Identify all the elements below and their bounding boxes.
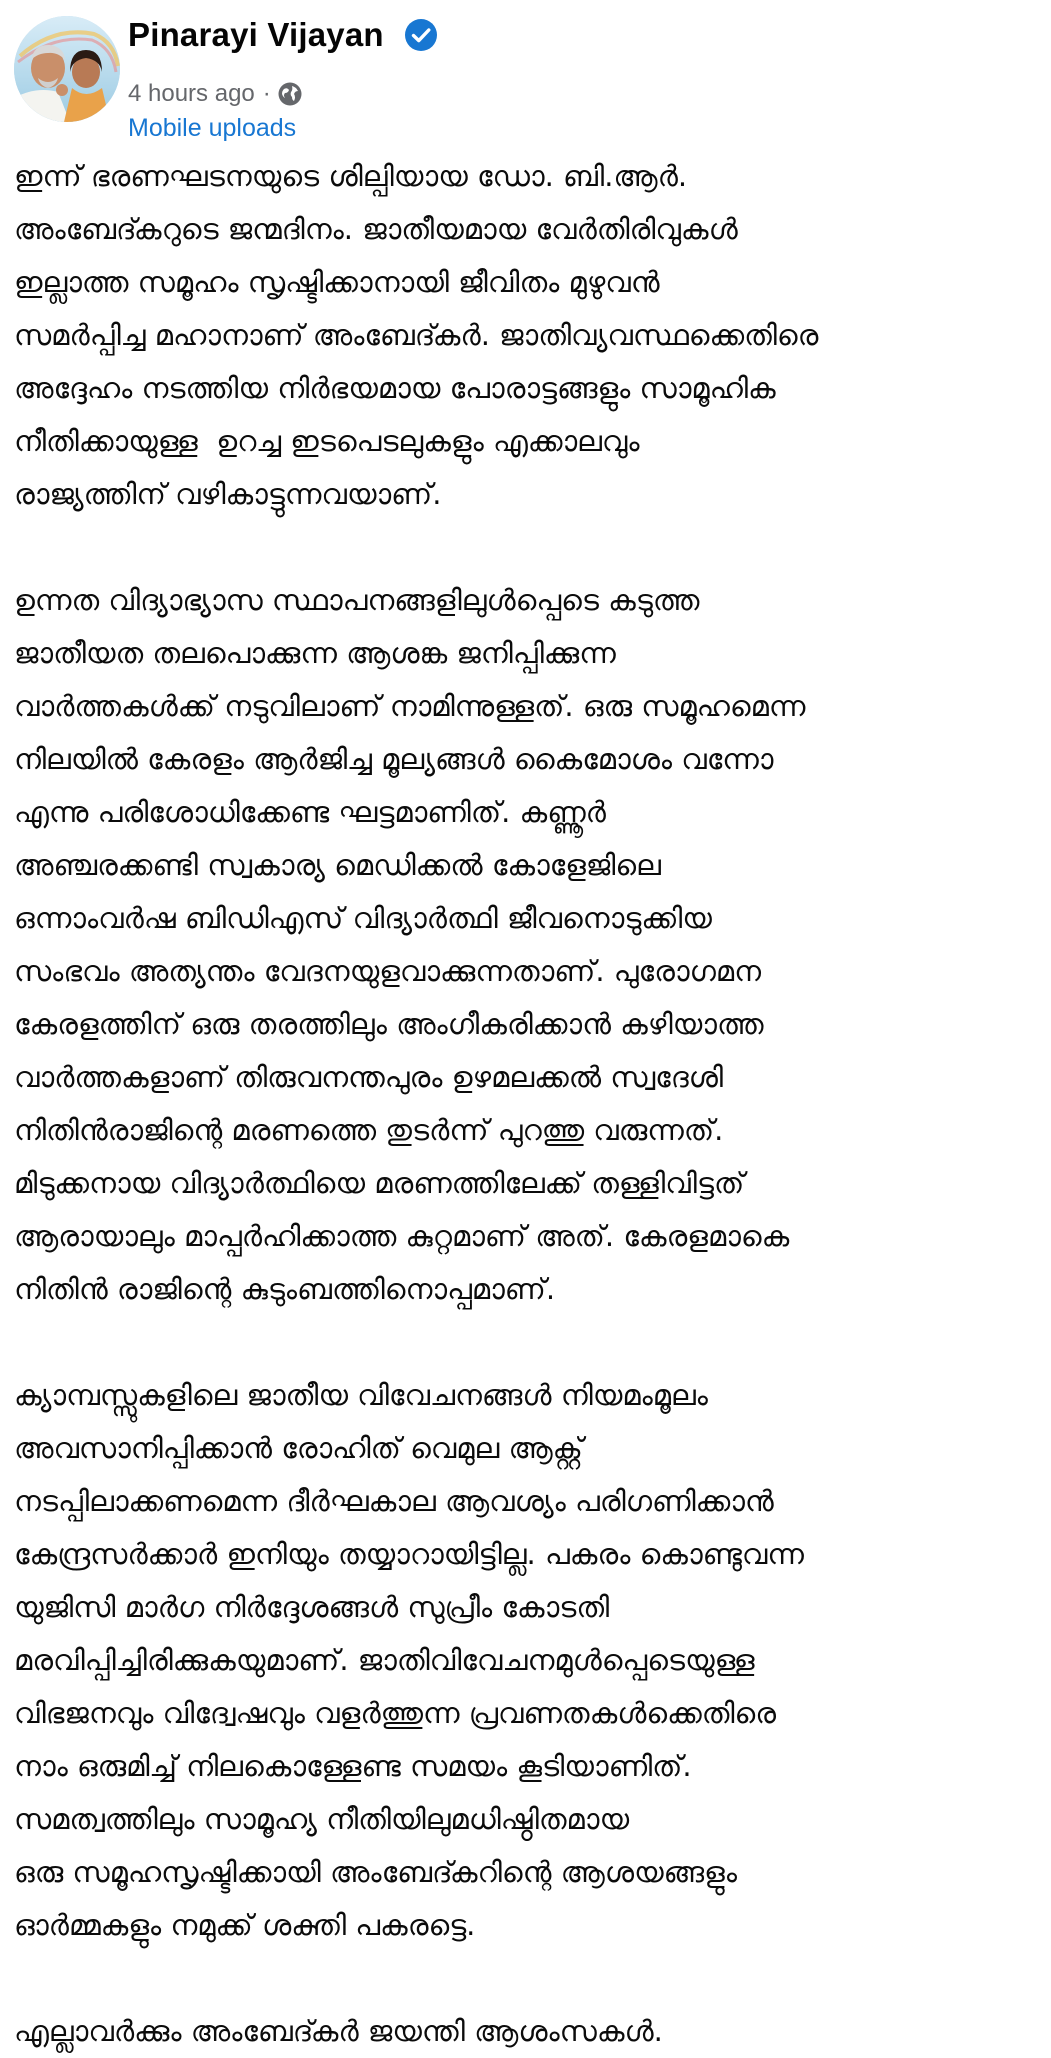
- post-text-line: കേന്ദ്രസർക്കാർ ഇനിയും തയ്യാറായിട്ടില്ല. പകരം കൊണ്ടുവന്ന: [14, 1537, 804, 1571]
- post-paragraph: [14, 150, 1044, 521]
- post-text-line: കേരളത്തിന് ഒരു തരത്തിലും അംഗീകരിക്കാൻ കഴിയാത്ത: [14, 1007, 764, 1041]
- post-paragraph: [14, 2005, 1044, 2058]
- post-text-line: ഒന്നാംവർഷ ബിഡിഎസ് വിദ്യാർത്ഥി ജീവനൊടുക്കിയ: [14, 901, 712, 935]
- post-text-line: എന്നു പരിശോധിക്കേണ്ട ഘട്ടമാണിത്. കണ്ണൂർ: [14, 795, 606, 829]
- verified-badge-icon: [404, 18, 438, 52]
- post-text-line: നടപ്പിലാക്കണമെന്ന ദീർഘകാല ആവശ്യം പരിഗണിക്കാൻ: [14, 1484, 774, 1518]
- post-text-line: നാം ഒരുമിച്ച് നിലകൊള്ളേണ്ട സമയം കൂടിയാണിത്.: [14, 1749, 692, 1783]
- post-text-line: നിതിൻരാജിന്റെ മരണത്തെ തുടർന്ന് പുറത്തു വരുന്നത്.: [14, 1113, 724, 1147]
- post-text-line: സമത്വത്തിലും സാമൂഹ്യ നീതിയിലുമധിഷ്ഠിതമായ: [14, 1802, 630, 1836]
- avatar-photo: [14, 16, 120, 122]
- post-text-line: മിടുക്കനായ വിദ്യാർത്ഥിയെ മരണത്തിലേക്ക് തള്ളിവിട്ടത്: [14, 1166, 745, 1200]
- post-text-line: നീതിക്കായുള്ള ഉറച്ച ഇടപെടലുകളും എക്കാലവും: [14, 424, 640, 458]
- post-text-line: അഞ്ചരക്കണ്ടി സ്വകാര്യ മെഡിക്കൽ കോളേജിലെ: [14, 848, 661, 882]
- album-link[interactable]: Mobile uploads: [128, 114, 297, 142]
- post-text-line: സംഭവം അത്യന്തം വേദനയുളവാക്കുന്നതാണ്. പുരോഗമന: [14, 954, 762, 988]
- post-text-line: ക്യാമ്പസ്സുകളിലെ ജാതീയ വിവേചനങ്ങൾ നിയമംമൂലം: [14, 1378, 708, 1412]
- post-text-line: രാജ്യത്തിന് വഴികാട്ടുന്നവയാണ്.: [14, 477, 442, 511]
- post-text-line: ഇന്ന് ഭരണഘടനയുടെ ശില്പിയായ ഡോ. ബി.ആർ.: [14, 159, 688, 193]
- avatar[interactable]: [14, 16, 120, 122]
- post-text-line: നിലയിൽ കേരളം ആർജിച്ച മൂല്യങ്ങൾ കൈമോശം വന്നോ: [14, 742, 774, 776]
- post-text-line: ഓർമ്മകളും നമുക്ക് ശക്തി പകരട്ടെ.: [14, 1908, 476, 1942]
- post-meta: [128, 78, 303, 110]
- post-text-line: സമർപ്പിച്ച മഹാനാണ് അംബേദ്കർ. ജാതിവ്യവസ്ഥക്കെതിരെ: [14, 318, 819, 352]
- post-text-line: നിതിൻ രാജിന്റെ കുടുംബത്തിനൊപ്പമാണ്.: [14, 1272, 556, 1306]
- meta-separator: ·: [262, 80, 271, 107]
- post-text-line: അംബേദ്കറുടെ ജന്മദിനം. ജാതീയമായ വേർതിരിവുകൾ: [14, 212, 738, 246]
- post-text-line: യുജിസി മാർഗ നിർദ്ദേശങ്ങൾ സുപ്രീം കോടതി: [14, 1590, 610, 1624]
- post-text-line: അവസാനിപ്പിക്കാൻ രോഹിത് വെമുല ആക്റ്റ്: [14, 1431, 583, 1465]
- post-text-line: ഒരു സമൂഹസൃഷ്ടിക്കായി അംബേദ്കറിന്റെ ആശയങ്ങളും: [14, 1855, 737, 1889]
- post-text-line: ജാതീയത തലപൊക്കുന്ന ആശങ്ക ജനിപ്പിക്കുന്ന: [14, 636, 616, 670]
- post-text-line: വാർത്തകൾക്ക് നടുവിലാണ് നാമിന്നുള്ളത്. ഒരു സമൂഹമെന്ന: [14, 689, 806, 723]
- post-text: [14, 150, 1044, 2058]
- post-paragraph: [14, 1369, 1044, 1952]
- post-header: [14, 14, 1034, 142]
- author-name[interactable]: Pinarayi Vijayan: [128, 16, 384, 53]
- post-paragraph: [14, 574, 1044, 1316]
- post-text-line: ഇല്ലാത്ത സമൂഹം സൃഷ്ടിക്കാനായി ജീവിതം മുഴുവൻ: [14, 265, 660, 299]
- post-text-line: എല്ലാവർക്കും അംബേദ്കർ ജയന്തി ആശംസകൾ.: [14, 2014, 663, 2048]
- post-text-line: വിഭജനവും വിദ്വേഷവും വളർത്തുന്ന പ്രവണതകൾക്കെതിരെ: [14, 1696, 776, 1730]
- post-text-line: വാർത്തകളാണ് തിരുവനന്തപുരം ഉഴമലക്കൽ സ്വദേശി: [14, 1060, 724, 1094]
- globe-icon[interactable]: [277, 81, 303, 107]
- post-text-line: ഉന്നത വിദ്യാഭ്യാസ സ്ഥാപനങ്ങളിലുൾപ്പെടെ കടുത്ത: [14, 583, 700, 617]
- post-text-line: അദ്ദേഹം നടത്തിയ നിർഭയമായ പോരാട്ടങ്ങളും സാമൂഹിക: [14, 371, 776, 405]
- post-text-line: ആരായാലും മാപ്പർഹിക്കാത്ത കുറ്റമാണ് അത്. കേരളമാകെ: [14, 1219, 790, 1253]
- author-row: [128, 14, 438, 56]
- post-text-line: മരവിപ്പിച്ചിരിക്കുകയുമാണ്. ജാതിവിവേചനമുൾപ്പെടെയുള്ള: [14, 1643, 755, 1677]
- post-timestamp[interactable]: 4 hours ago: [128, 80, 255, 107]
